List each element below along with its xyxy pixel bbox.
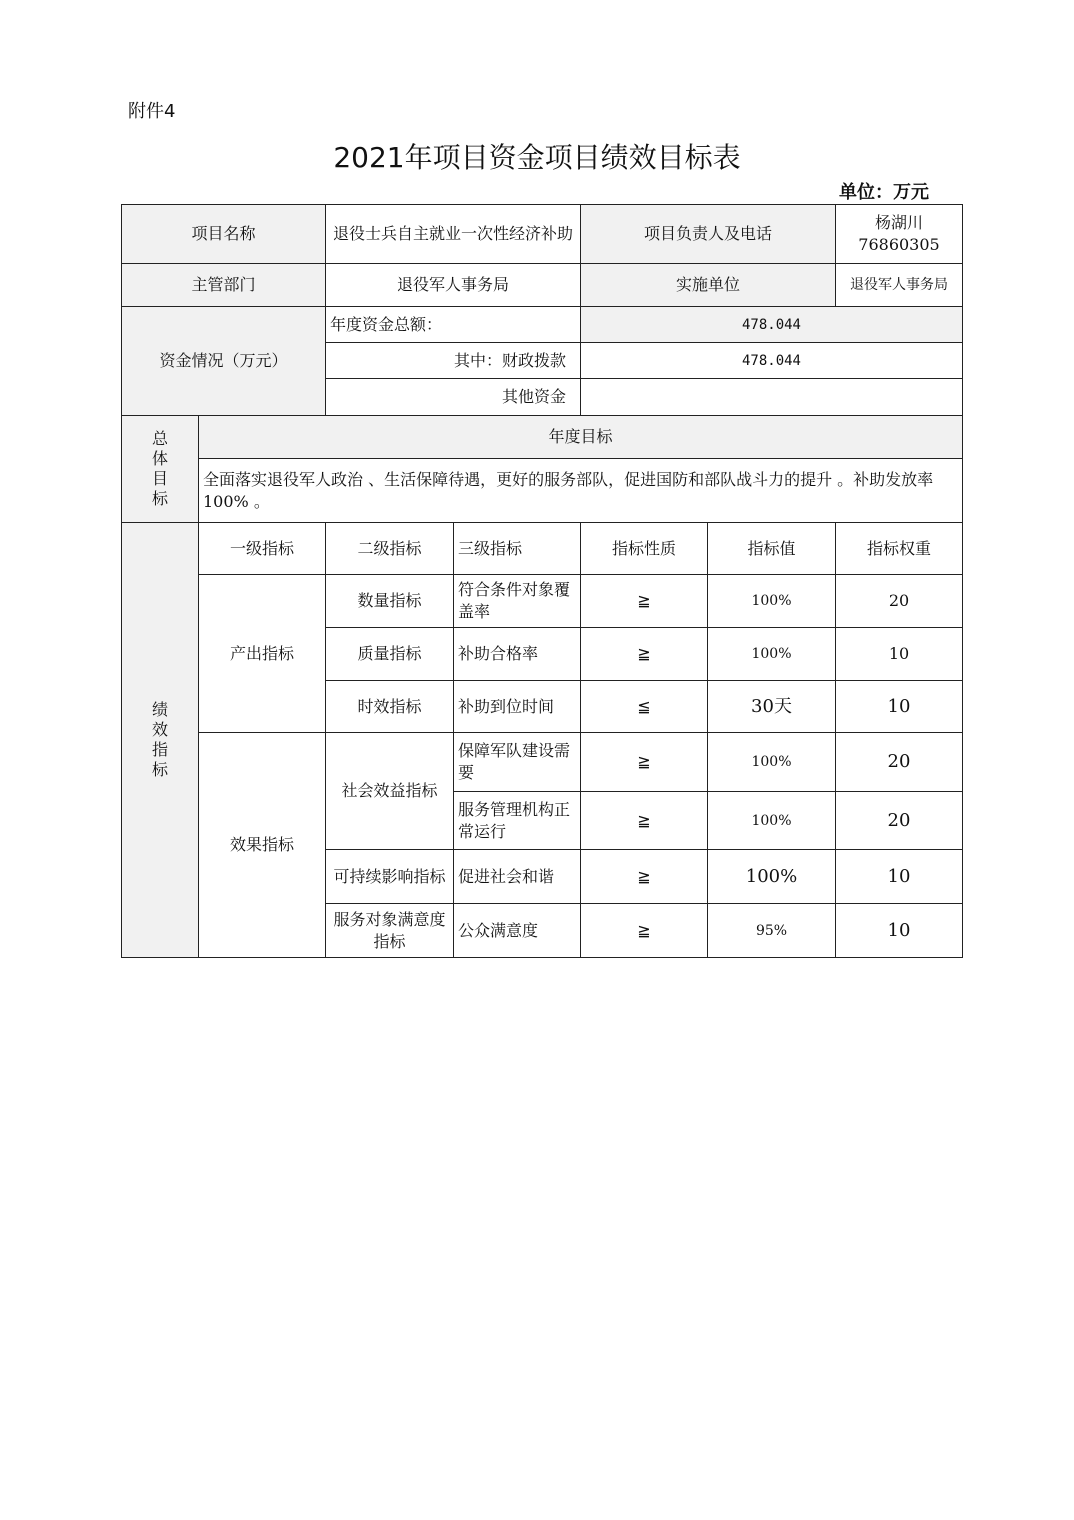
project-owner-value: 杨湖川 76860305 <box>835 204 963 264</box>
header-value: 指标值 <box>707 522 836 575</box>
project-name-value: 退役士兵自主就业一次性经济补助 <box>325 204 581 264</box>
effect-indicator-label: 效果指标 <box>198 732 326 958</box>
row-level3: 服务管理机构正常运行 <box>453 791 581 850</box>
header-nature: 指标性质 <box>580 522 708 575</box>
row-nature: ≧ <box>580 574 708 628</box>
dept-label: 主管部门 <box>121 263 326 307</box>
funds-other-label: 其他资金 <box>325 378 581 416</box>
row-value: 30天 <box>707 680 836 733</box>
row-level3: 促进社会和谐 <box>453 849 581 904</box>
annual-goal-text: 全面落实退役军人政治 、生活保障待遇，更好的服务部队，促进国防和部队战斗力的提升 。补助发放率100% 。 <box>198 458 963 523</box>
row-weight: 20 <box>835 574 963 628</box>
header-weight: 指标权重 <box>835 522 963 575</box>
row-weight: 20 <box>835 791 963 850</box>
project-name-label: 项目名称 <box>121 204 326 264</box>
row-nature: ≧ <box>580 627 708 681</box>
impl-label: 实施单位 <box>580 263 836 307</box>
row-level3: 公众满意度 <box>453 903 581 958</box>
impl-value: 退役军人事务局 <box>835 263 963 307</box>
row-level2: 服务对象满意度指标 <box>325 903 454 958</box>
unit-label: 单位：万元 <box>839 182 929 203</box>
header-level3: 三级指标 <box>453 522 581 575</box>
row-level3: 保障军队建设需要 <box>453 732 581 792</box>
row-weight: 10 <box>835 627 963 681</box>
funds-other-value <box>580 378 963 416</box>
attachment-label: 附件4 <box>128 101 176 122</box>
row-value: 95% <box>707 903 836 958</box>
row-weight: 10 <box>835 903 963 958</box>
funds-label: 资金情况（万元） <box>121 306 326 416</box>
row-level2: 质量指标 <box>325 627 454 681</box>
row-weight: 10 <box>835 680 963 733</box>
project-owner-label: 项目负责人及电话 <box>580 204 836 264</box>
row-level2: 数量指标 <box>325 574 454 628</box>
row-nature: ≧ <box>580 732 708 792</box>
row-value: 100% <box>707 732 836 792</box>
row-level2: 可持续影响指标 <box>325 849 454 904</box>
row-weight: 10 <box>835 849 963 904</box>
header-level2: 二级指标 <box>325 522 454 575</box>
row-weight: 20 <box>835 732 963 792</box>
funds-total-label: 年度资金总额： <box>325 306 581 343</box>
dept-value: 退役军人事务局 <box>325 263 581 307</box>
header-level1: 一级指标 <box>198 522 326 575</box>
row-nature: ≦ <box>580 680 708 733</box>
annual-goal-label: 年度目标 <box>198 415 963 459</box>
row-level2: 时效指标 <box>325 680 454 733</box>
row-level3: 补助到位时间 <box>453 680 581 733</box>
page-title: 2021年项目资金项目绩效目标表 <box>333 141 741 174</box>
overall-goal-label: 总体目标 <box>121 415 199 523</box>
funds-total-value: 478.044 <box>580 306 963 343</box>
output-indicator-label: 产出指标 <box>198 574 326 733</box>
row-value: 100% <box>707 791 836 850</box>
funds-fiscal-label: 其中：财政拨款 <box>325 342 581 379</box>
row-nature: ≧ <box>580 903 708 958</box>
row-value: 100% <box>707 574 836 628</box>
performance-label: 绩效指标 <box>121 522 199 958</box>
social-benefit-label: 社会效益指标 <box>325 732 454 850</box>
funds-fiscal-value: 478.044 <box>580 342 963 379</box>
row-value: 100% <box>707 627 836 681</box>
row-level3: 符合条件对象覆盖率 <box>453 574 581 628</box>
row-level3: 补助合格率 <box>453 627 581 681</box>
row-nature: ≧ <box>580 849 708 904</box>
row-value: 100% <box>707 849 836 904</box>
row-nature: ≧ <box>580 791 708 850</box>
